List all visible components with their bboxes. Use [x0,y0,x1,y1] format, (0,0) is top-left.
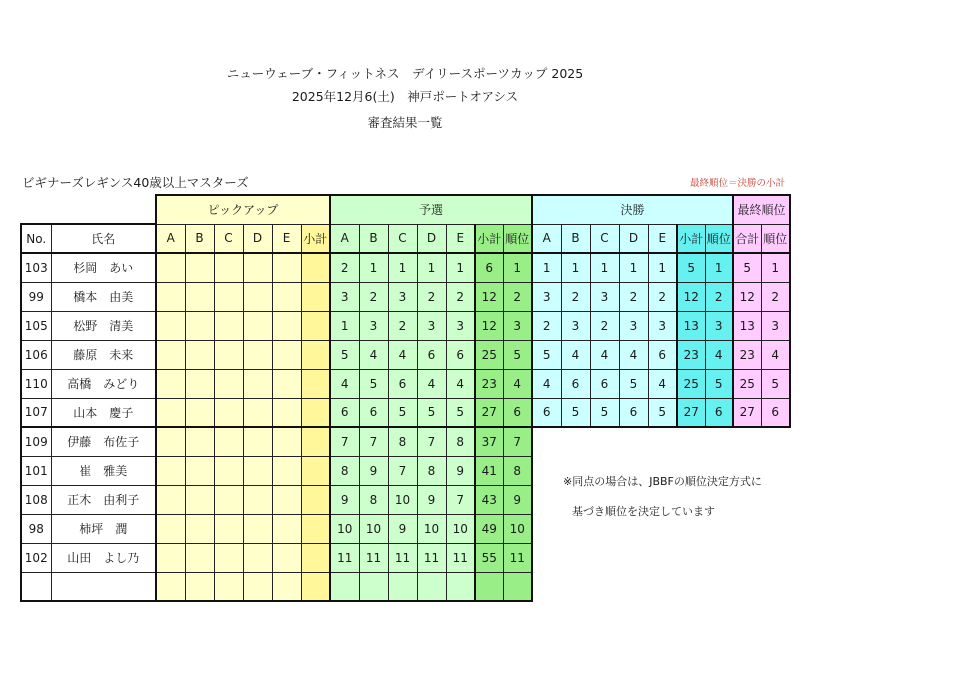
athlete-name: 柿坪 潤 [51,514,156,543]
pickup-subtotal [301,572,330,601]
entry-number: 107 [21,398,51,427]
event-date-venue: 2025年12月6(土) 神戸ポートオアシス [291,89,519,104]
final-rank: 5 [705,369,733,398]
group-prelim: 予選 [330,195,532,224]
prelim-score: 3 [359,311,388,340]
prelim-rank: 8 [503,456,532,485]
pickup-score [214,427,243,456]
col-final-rank: 順位 [705,224,733,253]
pickup-score [243,456,272,485]
blank-cell [532,427,790,456]
pickup-score [243,514,272,543]
final-score: 6 [532,398,561,427]
prelim-score: 4 [359,340,388,369]
pickup-score [185,282,214,311]
prelim-subtotal: 37 [475,427,503,456]
tie-note-line1: ※同点の場合は、JBBFの順位決定方式に [563,475,762,488]
pickup-subtotal [301,398,330,427]
pickup-score [214,543,243,572]
prelim-score: 9 [359,456,388,485]
group-final-rank: 最終順位 [733,195,790,224]
prelim-score: 6 [388,369,417,398]
pickup-subtotal [301,456,330,485]
prelim-rank: 11 [503,543,532,572]
pickup-subtotal [301,340,330,369]
table-row [21,543,790,572]
prelim-score: 10 [359,514,388,543]
table-row [21,427,790,456]
overall-rank: 1 [761,253,790,282]
prelim-score: 2 [446,282,475,311]
final-rank: 3 [705,311,733,340]
pickup-score [214,514,243,543]
pickup-score [156,311,185,340]
prelim-score: 3 [446,311,475,340]
pickup-score [272,253,301,282]
prelim-score: 9 [417,485,446,514]
prelim-subtotal: 12 [475,311,503,340]
prelim-score: 1 [388,253,417,282]
blank-cell [532,543,790,572]
col-final-judge-e: E [648,224,677,253]
final-score: 1 [619,253,648,282]
col-final-judge-b: B [561,224,590,253]
pickup-subtotal [301,427,330,456]
pickup-score [156,282,185,311]
pickup-score [156,543,185,572]
prelim-score: 7 [330,427,359,456]
entry-number: 108 [21,485,51,514]
pickup-score [243,572,272,601]
pickup-subtotal [301,253,330,282]
final-subtotal: 12 [677,282,705,311]
pickup-score [185,427,214,456]
prelim-score: 2 [330,253,359,282]
prelim-score: 4 [446,369,475,398]
prelim-score: 7 [417,427,446,456]
prelim-score [446,572,475,601]
prelim-rank: 5 [503,340,532,369]
entry-number: 110 [21,369,51,398]
overall-rank: 4 [761,340,790,369]
entry-number: 103 [21,253,51,282]
col-prelim-rank: 順位 [503,224,532,253]
pickup-subtotal [301,514,330,543]
pickup-score [214,282,243,311]
entry-number: 102 [21,543,51,572]
prelim-score: 11 [330,543,359,572]
prelim-score: 7 [446,485,475,514]
prelim-score [330,572,359,601]
col-pickup-judge-c: C [214,224,243,253]
col-prelim-judge-e: E [446,224,475,253]
pickup-score [272,456,301,485]
prelim-score: 10 [446,514,475,543]
pickup-score [156,398,185,427]
athlete-name: 高橋 みどり [51,369,156,398]
pickup-score [156,572,185,601]
final-rank-note: 最終順位＝決勝の小計 [690,178,786,189]
pickup-score [214,369,243,398]
prelim-score: 9 [330,485,359,514]
prelim-score [417,572,446,601]
pickup-score [272,340,301,369]
pickup-subtotal [301,485,330,514]
prelim-subtotal: 41 [475,456,503,485]
prelim-score: 1 [417,253,446,282]
blank-cell [21,195,156,224]
prelim-score: 10 [388,485,417,514]
prelim-score: 5 [330,340,359,369]
prelim-rank: 6 [503,398,532,427]
final-score: 3 [532,282,561,311]
final-score: 1 [648,253,677,282]
final-subtotal: 13 [677,311,705,340]
entry-number: 109 [21,427,51,456]
group-final: 決勝 [532,195,733,224]
entry-number: 101 [21,456,51,485]
final-score: 6 [619,398,648,427]
pickup-score [243,311,272,340]
entry-number: 98 [21,514,51,543]
overall-total: 23 [733,340,761,369]
category-title: ビギナーズレギンス40歳以上マスターズ [22,175,249,190]
prelim-rank: 7 [503,427,532,456]
col-overall-rank: 順位 [761,224,790,253]
col-no: No. [21,224,51,253]
prelim-score: 11 [388,543,417,572]
prelim-rank: 1 [503,253,532,282]
final-score: 2 [590,311,619,340]
table-row [21,282,790,311]
prelim-score: 7 [359,427,388,456]
pickup-score [156,340,185,369]
pickup-score [272,485,301,514]
pickup-score [243,282,272,311]
prelim-score: 3 [417,311,446,340]
pickup-score [185,311,214,340]
prelim-score [388,572,417,601]
pickup-score [272,398,301,427]
pickup-subtotal [301,282,330,311]
final-score: 4 [619,340,648,369]
pickup-score [185,253,214,282]
table-row [21,398,790,427]
pickup-score [185,485,214,514]
overall-rank: 6 [761,398,790,427]
prelim-score: 4 [330,369,359,398]
pickup-score [272,311,301,340]
final-score: 1 [532,253,561,282]
overall-rank: 5 [761,369,790,398]
prelim-subtotal: 25 [475,340,503,369]
athlete-name [51,572,156,601]
final-score: 6 [648,340,677,369]
prelim-score: 3 [330,282,359,311]
blank-cell [532,572,790,601]
overall-total: 13 [733,311,761,340]
pickup-score [156,427,185,456]
final-score: 5 [532,340,561,369]
prelim-score: 6 [417,340,446,369]
athlete-name: 崔 雅美 [51,456,156,485]
table-row [21,340,790,369]
prelim-score: 7 [388,456,417,485]
table-row [21,369,790,398]
col-final-judge-a: A [532,224,561,253]
col-pickup-judge-a: A [156,224,185,253]
final-rank: 6 [705,398,733,427]
entry-number [21,572,51,601]
col-pickup-judge-d: D [243,224,272,253]
final-rank: 4 [705,340,733,369]
pickup-score [156,456,185,485]
athlete-name: 山田 よし乃 [51,543,156,572]
prelim-score: 3 [388,282,417,311]
pickup-score [185,369,214,398]
pickup-subtotal [301,543,330,572]
prelim-score: 9 [388,514,417,543]
entry-number: 105 [21,311,51,340]
prelim-subtotal: 43 [475,485,503,514]
prelim-score: 8 [330,456,359,485]
pickup-score [243,398,272,427]
final-score: 4 [532,369,561,398]
column-header-row [21,224,790,253]
table-row [21,253,790,282]
athlete-name: 松野 清美 [51,311,156,340]
pickup-score [214,311,243,340]
overall-total: 5 [733,253,761,282]
final-score: 1 [561,253,590,282]
col-prelim-subtotal: 小計 [475,224,503,253]
col-total: 合計 [733,224,761,253]
prelim-score: 5 [359,369,388,398]
prelim-score: 11 [359,543,388,572]
final-score: 1 [590,253,619,282]
final-score: 3 [619,311,648,340]
prelim-score: 11 [417,543,446,572]
pickup-score [214,398,243,427]
pickup-score [185,340,214,369]
col-prelim-judge-c: C [388,224,417,253]
col-pickup-judge-e: E [272,224,301,253]
final-score: 5 [561,398,590,427]
col-prelim-judge-a: A [330,224,359,253]
final-score: 3 [561,311,590,340]
pickup-score [214,456,243,485]
tie-note-line2: 基づき順位を決定しています [572,505,715,518]
pickup-score [185,543,214,572]
col-final-subtotal: 小計 [677,224,705,253]
prelim-score: 8 [446,427,475,456]
athlete-name: 橋本 由美 [51,282,156,311]
pickup-score [272,282,301,311]
pickup-score [185,572,214,601]
final-score: 2 [619,282,648,311]
col-name: 氏名 [51,224,156,253]
athlete-name: 正木 由利子 [51,485,156,514]
pickup-score [243,543,272,572]
prelim-score: 11 [446,543,475,572]
prelim-rank: 9 [503,485,532,514]
col-prelim-judge-b: B [359,224,388,253]
pickup-score [214,340,243,369]
prelim-score: 9 [446,456,475,485]
final-score: 5 [590,398,619,427]
pickup-score [214,572,243,601]
prelim-score: 8 [388,427,417,456]
final-subtotal: 25 [677,369,705,398]
final-score: 2 [648,282,677,311]
final-rank: 2 [705,282,733,311]
prelim-rank [503,572,532,601]
prelim-score: 1 [359,253,388,282]
athlete-name: 伊藤 布佐子 [51,427,156,456]
col-pickup-judge-b: B [185,224,214,253]
prelim-score [359,572,388,601]
pickup-score [272,514,301,543]
col-prelim-judge-d: D [417,224,446,253]
athlete-name: 山本 慶子 [51,398,156,427]
prelim-score: 4 [417,369,446,398]
prelim-score: 1 [330,311,359,340]
pickup-subtotal [301,311,330,340]
prelim-subtotal: 12 [475,282,503,311]
prelim-subtotal: 49 [475,514,503,543]
prelim-subtotal: 55 [475,543,503,572]
prelim-score: 5 [417,398,446,427]
pickup-score [214,253,243,282]
prelim-score: 2 [388,311,417,340]
prelim-score: 8 [417,456,446,485]
pickup-score [185,456,214,485]
prelim-subtotal: 23 [475,369,503,398]
athlete-name: 杉岡 あい [51,253,156,282]
final-score: 5 [619,369,648,398]
prelim-subtotal: 6 [475,253,503,282]
prelim-rank: 4 [503,369,532,398]
final-score: 3 [648,311,677,340]
final-score: 2 [561,282,590,311]
prelim-score: 4 [388,340,417,369]
overall-rank: 3 [761,311,790,340]
pickup-score [243,340,272,369]
pickup-score [156,253,185,282]
table-row [21,572,790,601]
event-title: ニューウェーブ・フィットネス デイリースポーツカップ 2025 [226,66,584,81]
prelim-score: 6 [446,340,475,369]
col-pickup-subtotal: 小計 [301,224,330,253]
prelim-score: 2 [417,282,446,311]
final-score: 6 [590,369,619,398]
col-final-judge-d: D [619,224,648,253]
pickup-score [243,369,272,398]
prelim-score: 10 [417,514,446,543]
results-table [20,194,791,602]
final-score: 5 [648,398,677,427]
col-final-judge-c: C [590,224,619,253]
prelim-score: 10 [330,514,359,543]
final-score: 4 [561,340,590,369]
entry-number: 106 [21,340,51,369]
pickup-score [185,514,214,543]
final-score: 4 [590,340,619,369]
final-rank: 1 [705,253,733,282]
pickup-score [272,572,301,601]
final-score: 3 [590,282,619,311]
overall-total: 27 [733,398,761,427]
final-score: 2 [532,311,561,340]
prelim-score: 6 [359,398,388,427]
pickup-subtotal [301,369,330,398]
prelim-score: 8 [359,485,388,514]
final-subtotal: 27 [677,398,705,427]
athlete-name: 藤原 未来 [51,340,156,369]
prelim-score: 1 [446,253,475,282]
overall-total: 25 [733,369,761,398]
prelim-subtotal: 27 [475,398,503,427]
prelim-rank: 2 [503,282,532,311]
pickup-score [272,427,301,456]
entry-number: 99 [21,282,51,311]
group-pickup: ピックアップ [156,195,330,224]
prelim-score: 5 [388,398,417,427]
pickup-score [156,369,185,398]
final-subtotal: 23 [677,340,705,369]
pickup-score [272,543,301,572]
prelim-subtotal [475,572,503,601]
overall-rank: 2 [761,282,790,311]
pickup-score [243,485,272,514]
pickup-score [243,253,272,282]
prelim-rank: 10 [503,514,532,543]
pickup-score [243,427,272,456]
pickup-score [156,485,185,514]
pickup-score [214,485,243,514]
pickup-score [156,514,185,543]
prelim-score: 6 [330,398,359,427]
group-header-row [21,195,790,224]
pickup-score [185,398,214,427]
table-row [21,311,790,340]
prelim-score: 5 [446,398,475,427]
prelim-rank: 3 [503,311,532,340]
final-score: 4 [648,369,677,398]
document-title: 審査結果一覧 [367,115,443,130]
final-subtotal: 5 [677,253,705,282]
overall-total: 12 [733,282,761,311]
prelim-score: 2 [359,282,388,311]
final-score: 6 [561,369,590,398]
pickup-score [272,369,301,398]
